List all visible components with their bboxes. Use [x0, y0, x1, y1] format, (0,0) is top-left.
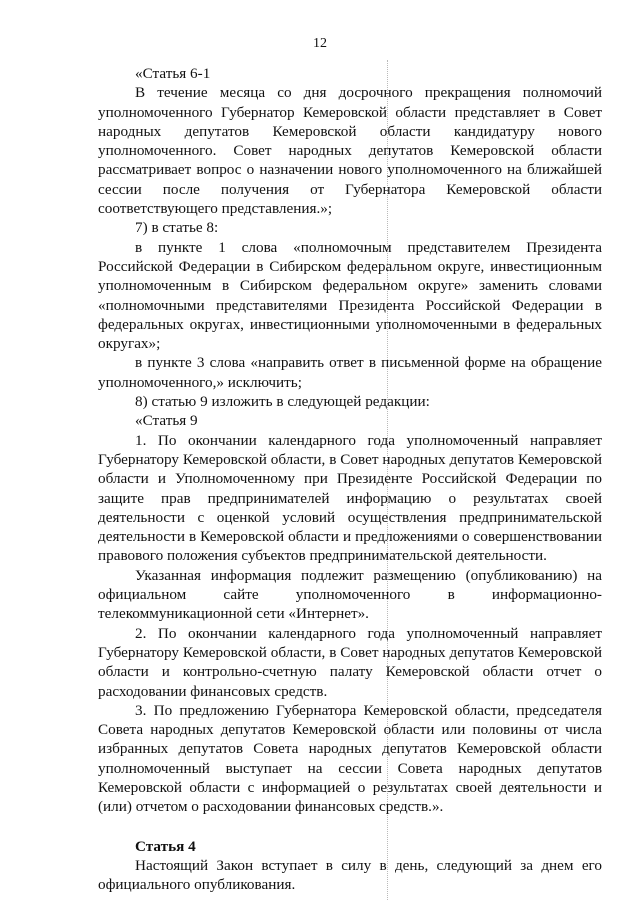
paragraph: 3. По предложению Губернатора Кемеровской области, председателя Совета народных депутатов Кемеровской области или половины от числа избранных депутатов Совета народных депутатов Кемеровской области уполномоченный выступает на сессии Совета народных депутатов Кемеровской области с информацией о результатах своей деятельности и (или) отчетом о расходовании финансовых средств.».	[98, 701, 602, 816]
paragraph: 2. По окончании календарного года уполномоченный направляет Губернатору Кемеровской области, в Совет народных депутатов Кемеровской области и контрольно-счетную палату Кемеровской области отчет о расходовании финансовых средств.	[98, 624, 602, 700]
article-6-1-title: «Статья 6-1	[135, 65, 211, 82]
paragraph: в пункте 1 слова «полномочным представителем Президента Российской Федерации в Сибирском федеральном округе, инвестиционным уполномоченным в Сибирском федеральном округе» заменить словами «полномочными представителями Президента Российской Федерации в федеральных округах, инвестиционными уполномоченными в федеральных округах»;	[98, 238, 602, 353]
spacer	[98, 817, 602, 837]
article-4-heading: Статья 4	[135, 837, 196, 855]
paragraph: 7) в статье 8:	[135, 219, 219, 237]
page-number: 12	[313, 36, 327, 51]
article-4-text: Настоящий Закон вступает в силу в день, следующий за днем его официального опубликования.	[98, 856, 602, 894]
article-9-title: «Статья 9	[135, 412, 198, 430]
paragraph: Указанная информация подлежит размещению (опубликованию) на официальном сайте уполномоченного в информационно-телекоммуникационной сети «Интернет».	[98, 566, 602, 623]
paragraph: в пункте 3 слова «направить ответ в письменной форме на обращение уполномоченного,» исключить;	[98, 354, 602, 391]
paragraph: В течение месяца со дня досрочного прекращения полномочий уполномоченного Губернатор Кемеровской области представляет в Совет народных депутатов Кемеровской области кандидатуру нового уполномоченного. Совет народных депутатов Кемеровской области рассматривает вопрос о назначении нового уполномоченного на ближайшей сессии после получения от Губернатора Кемеровской области соответствующего представления.»;	[98, 84, 602, 218]
paragraph: 8) статью 9 изложить в следующей редакции:	[135, 393, 430, 411]
paragraph: 1. По окончании календарного года уполномоченный направляет Губернатору Кемеровской области, в Совет народных депутатов Кемеровской области и Уполномоченному при Президенте Российской Федерации по защите прав предпринимателей информацию о результатах своей деятельности с оценкой условий осуществления предпринимательской деятельности в Кемеровской области и предложениями о совершенствовании правового положения субъектов предпринимательской деятельности.	[98, 431, 602, 565]
document-body	[98, 64, 602, 894]
